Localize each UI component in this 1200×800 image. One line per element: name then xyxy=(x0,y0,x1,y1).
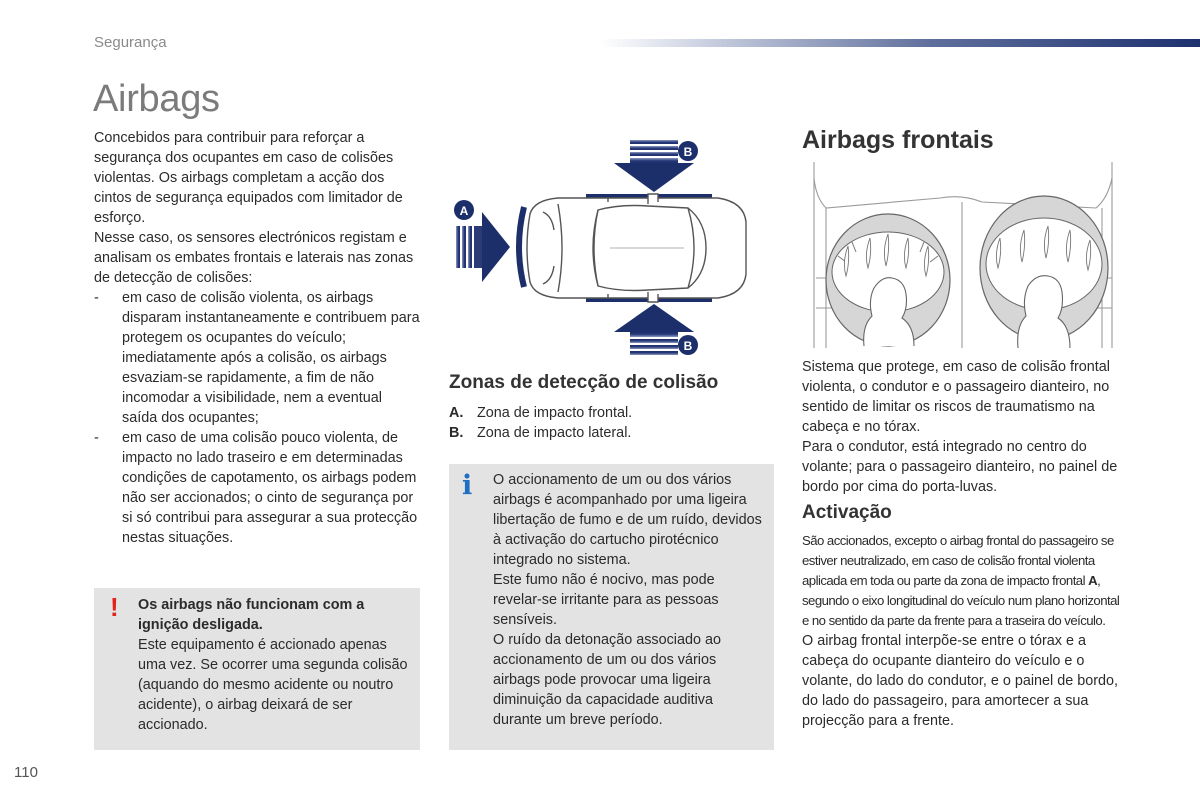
section-label: Segurança xyxy=(94,34,167,51)
list-item xyxy=(94,288,420,428)
label-b: B xyxy=(683,145,693,159)
zones-heading: Zonas de detecção de colisão xyxy=(449,372,719,393)
activation-text-part: São accionados, excepto o airbag frontal do passageiro se estiver neutralizado, em caso de colisão frontal violenta aplicada em toda ou parte da zona de impacto frontal xyxy=(802,533,1114,589)
collision-zones-diagram xyxy=(448,132,748,364)
zones-list xyxy=(449,403,749,443)
label-b: B xyxy=(683,339,693,353)
activation-heading: Activação xyxy=(802,502,892,523)
label-a: A xyxy=(459,204,469,218)
warning-icon: ! xyxy=(110,592,119,622)
header-bar xyxy=(600,39,1200,47)
list-item xyxy=(449,403,749,423)
warning-title: Os airbags não funcionam com a ignição desligada. xyxy=(138,597,365,633)
page-title: Airbags xyxy=(93,78,220,120)
dash-marker: - xyxy=(94,430,99,446)
passenger-airbag xyxy=(980,196,1108,348)
activation-text xyxy=(802,531,1127,731)
frontal-text xyxy=(802,357,1122,497)
intro-paragraph-1: Concebidos para contribuir para reforçar a segurança dos ocupantes em caso de colisões violentas. Os airbags completam a acção dos cintos de segurança equipados com limitador de esforço. xyxy=(94,130,403,226)
zone-text: Zona de impacto lateral. xyxy=(477,425,632,441)
page-number: 110 xyxy=(14,764,38,781)
activation-paragraph-1 xyxy=(802,531,1127,631)
zone-text: Zona de impacto frontal. xyxy=(477,405,633,421)
activation-text-part: , segundo o eixo longitudinal do veículo num plano horizontal e no sentido da parte da frente para a traseira do veículo. xyxy=(802,573,1120,629)
info-paragraph-1: O accionamento de um ou dos vários airbags é acompanhado por uma ligeira libertação de fumo e de um ruído, devidos à activação do cartucho pirotécnico integrado no sistema. xyxy=(493,472,762,568)
intro-paragraph-2: Nesse caso, os sensores electrónicos registam e analisam os embates frontais e laterais nas zonas de detecção de colisões: xyxy=(94,230,414,286)
list-item-text: em caso de colisão violenta, os airbags disparam instantaneamente e contribuem para protegem os ocupantes do veículo; imediatamente após a colisão, os airbags esvaziam-se rapidamente, a fim de não incomodar a visibilidade, nem a eventual saída dos ocupantes; xyxy=(122,290,420,426)
info-paragraph-3: O ruído da detonação associado ao accionamento de um ou dos vários airbags pode provocar uma ligeira diminuição da capacidade auditiva durante um breve período. xyxy=(493,632,722,728)
info-icon: i xyxy=(462,470,473,501)
zone-key: A. xyxy=(449,405,464,421)
list-item xyxy=(449,423,749,443)
frontal-airbags-illustration xyxy=(812,158,1122,350)
zone-a-reference: A xyxy=(1088,573,1098,589)
info-paragraph-2: Este fumo não é nocivo, mas pode revelar-se irritante para as pessoas sensíveis. xyxy=(493,572,719,628)
warning-text xyxy=(138,595,414,735)
frontal-heading: Airbags frontais xyxy=(802,126,994,154)
info-box xyxy=(449,464,774,750)
list-item xyxy=(94,428,420,548)
warning-body: Este equipamento é accionado apenas uma vez. Se ocorrer uma segunda colisão (aquando do mesmo acidente ou noutro acidente), o airbag deixará de ser accionado. xyxy=(138,637,408,733)
info-text xyxy=(493,470,763,730)
warning-box xyxy=(94,588,420,750)
activation-paragraph-2: O airbag frontal interpõe-se entre o tórax e a cabeça do ocupante dianteiro do veículo e o volante, do lado do condutor, e o painel de bordo, do lado do passageiro, para amortecer a sua projecção para a frente. xyxy=(802,633,1119,730)
car-top-view xyxy=(527,194,746,302)
zone-key: B. xyxy=(449,425,464,441)
frontal-impact-arrow xyxy=(456,212,510,282)
intro-text xyxy=(94,128,420,548)
frontal-paragraph-1: Sistema que protege, em caso de colisão frontal violenta, o condutor e o passageiro dianteiro, no sentido de limitar os riscos de traumatismo na cabeça e no tórax. xyxy=(802,359,1110,435)
frontal-paragraph-2: Para o condutor, está integrado no centro do volante; para o passageiro dianteiro, no painel de bordo por cima do porta-luvas. xyxy=(802,439,1118,495)
list-item-text: em caso de uma colisão pouco violenta, de impacto no lado traseiro e em determinadas condições de capotamento, os airbags podem não ser accionados; o cinto de segurança por si só contribui para assegurar a sua protecção nestas situações. xyxy=(122,430,418,546)
dash-marker: - xyxy=(94,290,99,306)
driver-airbag xyxy=(826,214,950,346)
